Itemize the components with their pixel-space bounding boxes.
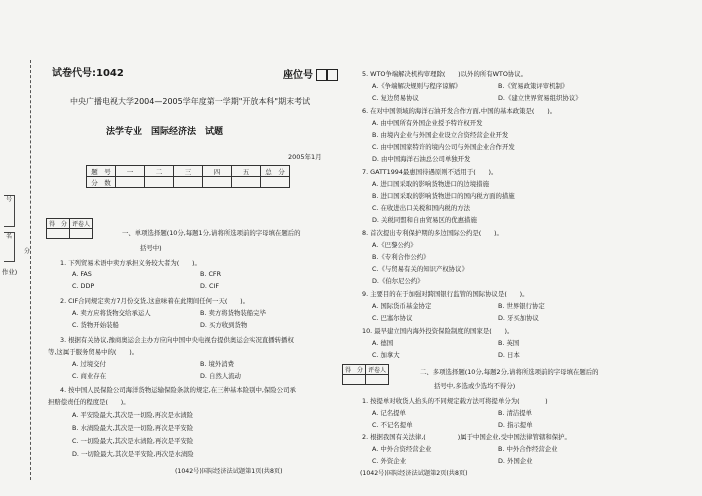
q2-option-a: A. 卖方应将货物交给承运人 <box>72 309 151 317</box>
footer-page-1: (1042号)国际经济法试题第1页(共8页) <box>175 468 283 475</box>
q9-option-b: B. 世界银行协定 <box>498 302 545 310</box>
side-label-homework: 作业) <box>2 268 18 276</box>
side-label-text: 名 <box>5 233 12 240</box>
university-title: 中央广播电视大学2004—2005学年度第一学期"开放本科"期末考试 <box>70 97 311 106</box>
score-cell[interactable] <box>174 177 203 188</box>
footer-page-2: (1042号)国际经济法试题第2页(共8页) <box>360 470 468 477</box>
grader-name-cell[interactable] <box>70 229 93 239</box>
score-header-row <box>87 166 290 177</box>
q10-option-b: B. 英国 <box>498 339 520 347</box>
question-5: 5. WTO争端解决机构审理除( )以外的所有WTO协议。 <box>362 70 528 78</box>
q1-option-a: A. FAS <box>72 270 92 278</box>
score-cell: 三 <box>174 166 203 177</box>
q5-option-d: D.《建立世界贸易组织协议》 <box>498 94 582 102</box>
score-table <box>86 165 290 188</box>
score-value-row <box>87 177 290 188</box>
mc-q1-option-b: B. 清洁提单 <box>498 409 533 417</box>
q8-option-b: B.《专利合作公约》 <box>372 253 430 261</box>
q6-option-b: B. 由境内企业与外国企业设立合资经营企业开发 <box>372 131 509 139</box>
side-label-name <box>4 232 15 262</box>
q6-option-c: C. 由中国国家特许的境内公司与外国企业合作开发 <box>372 143 515 151</box>
question-8: 8. 首次提出专利保护期的多边国际公约是( )。 <box>362 229 503 237</box>
grader-score-label: 得 分 <box>47 219 70 229</box>
mc-q2-option-b: B. 中外合作经营企业 <box>498 445 558 453</box>
q7-option-c: C. 在收进出口关税和国内税的方法 <box>372 204 470 212</box>
side-label-number <box>4 195 15 227</box>
q4-option-b: B. 水渍险最大,其次是一切险,再次是平安险 <box>72 424 194 432</box>
q9-option-a: A. 国际货币基金协定 <box>372 302 432 310</box>
score-cell: 题 号 <box>87 166 116 177</box>
q9-option-c: C. 巴塞尔协议 <box>372 314 413 322</box>
seat-box[interactable] <box>316 69 327 81</box>
question-7: 7. GATT1994最惠国待遇原则不适用于( )。 <box>362 168 498 176</box>
mc-q1-option-a: A. 记名提单 <box>372 409 406 417</box>
score-cell: 分 数 <box>87 177 116 188</box>
score-cell[interactable] <box>116 177 145 188</box>
section1-title-2: 括号中) <box>140 244 162 252</box>
grader-name-label: 评卷人 <box>70 219 93 229</box>
q4-option-c: C. 一切险最大,其次是水渍险,再次是平安险 <box>72 437 194 445</box>
q7-option-d: D. 关税同盟和自由贸易区的优惠措施 <box>372 216 477 224</box>
mc-question-1: 1. 按提单对收货人抬头的不同规定载方法可将提单分为( ) <box>362 397 548 405</box>
exam-date: 2005年1月 <box>288 153 322 161</box>
grader-table-2 <box>342 364 389 385</box>
question-3: 3. 根据有关协议,豫商奥运会主办方应向中国中央电视台提供奥运会实况直播转播权 <box>60 336 294 344</box>
score-cell: 四 <box>203 166 232 177</box>
q7-option-b: B. 进口国采取的影响货物进口的国内税方面的措施 <box>372 192 515 200</box>
exam-code: 试卷代号:1042 <box>52 68 124 79</box>
q1-option-c: C. DDP <box>72 282 95 290</box>
mc-q2-option-d: D. 外国企业 <box>498 457 533 465</box>
q10-option-c: C. 加拿大 <box>372 351 400 359</box>
question-2: 2. CIF合同规定卖方7月份交货,这意味着在此期间任何一天( )。 <box>60 297 249 305</box>
mc-question-2: 2. 根据我国有关法律,( )属于中国企业,受中国法律管辖和保护。 <box>362 433 571 441</box>
question-6: 6. 在对中国领域的海洋石油开发合作方面,中国的基本政策是( )。 <box>362 107 557 115</box>
q4-option-d: D. 一切险最大,其次是平安险,再次是水渍险 <box>72 450 194 458</box>
grader-score-label: 得 分 <box>343 365 366 375</box>
q2-option-b: B. 卖方将货物装船完毕 <box>200 309 266 317</box>
q8-option-d: D.《伯尔尼公约》 <box>372 277 424 285</box>
side-label-score <box>22 248 32 260</box>
side-label-text: 分 <box>23 248 30 255</box>
score-cell[interactable] <box>232 177 261 188</box>
question-9: 9. 主要目的在于加强对跨国银行监管的国际协议是( )。 <box>362 290 529 298</box>
q6-option-a: A. 由中国所有外国企业授予特许权开发 <box>372 119 483 127</box>
grader-table <box>46 218 93 239</box>
q10-option-a: A. 德国 <box>372 339 394 347</box>
q6-option-d: D. 由中国海洋石油总公司单独开发 <box>372 155 471 163</box>
subject-title: 法学专业 国际经济法 试题 <box>106 127 224 137</box>
q1-option-d: D. CIF <box>200 282 220 290</box>
seat-box[interactable] <box>327 69 338 81</box>
question-1: 1. 下列贸易术语中卖方承担义务较大者为( )。 <box>60 259 201 267</box>
q8-option-a: A.《巴黎公约》 <box>372 241 417 249</box>
section1-title: 一、单项选择题(10分,每题1分,请将所选项前的字母填在题后的 <box>122 229 301 237</box>
q3-option-c: C. 商业存在 <box>72 372 107 380</box>
q8-option-c: C.《与贸易有关的知识产权协议》 <box>372 265 468 273</box>
score-cell: 总 分 <box>261 166 290 177</box>
q5-option-b: B.《贸易政策评审机制》 <box>498 82 569 90</box>
mc-q1-option-d: D. 指示提单 <box>498 421 533 429</box>
score-cell[interactable] <box>145 177 174 188</box>
question-4-cont: 担赔偿责任的程度是( )。 <box>48 398 130 406</box>
score-cell: 一 <box>116 166 145 177</box>
question-3-cont: 等,这属于服务贸易中的( )。 <box>48 348 139 356</box>
q4-option-a: A. 平安险最大,其次是一切险,再次是水渍险 <box>72 411 194 419</box>
q5-option-a: A.《争端解决规则与程序谅解》 <box>372 82 462 90</box>
question-10: 10. 最早建立国内海外投资保险制度的国家是( )。 <box>362 327 514 335</box>
grader-name-cell[interactable] <box>366 375 389 385</box>
seat-number-label <box>283 66 338 81</box>
q3-option-a: A. 过境交付 <box>72 360 106 368</box>
score-cell[interactable] <box>203 177 232 188</box>
grader-name-label: 评卷人 <box>366 365 389 375</box>
q9-option-d: D. 牙买加协议 <box>498 314 539 322</box>
score-cell: 二 <box>145 166 174 177</box>
q2-option-d: D. 买方收到货物 <box>200 321 248 329</box>
q3-option-d: D. 自然人流动 <box>200 372 241 380</box>
mc-q1-option-c: C. 不记名提单 <box>372 421 413 429</box>
q5-option-c: C. 复边贸易协议 <box>372 94 419 102</box>
q1-option-b: B. CFR <box>200 270 222 278</box>
q3-option-b: B. 境外消费 <box>200 360 235 368</box>
binding-line <box>30 60 31 480</box>
score-cell[interactable] <box>261 177 290 188</box>
question-4: 4. 按中国人民保险公司海洋货物运输保险条款的规定,在三种基本险别中,保险公司承 <box>60 386 296 394</box>
mc-q2-option-c: C. 外资企业 <box>372 457 407 465</box>
side-label-text: 号 <box>5 196 12 203</box>
score-cell: 五 <box>232 166 261 177</box>
q2-option-c: C. 货物开始装船 <box>72 321 119 329</box>
mc-q2-option-a: A. 中外合资经营企业 <box>372 445 432 453</box>
section2-title-2: 括号中,多选或少选均不得分) <box>434 382 516 390</box>
seat-label-text: 座位号 <box>283 70 313 81</box>
q10-option-d: D. 日本 <box>498 351 520 359</box>
q7-option-a: A. 进口国采取的影响货物进口的边境措施 <box>372 180 489 188</box>
grader-score-cell[interactable] <box>47 229 70 239</box>
section2-title: 二、多项选择题(10分,每题2分,请将所选项前的字母填在题后的 <box>420 368 599 376</box>
grader-score-cell[interactable] <box>343 375 366 385</box>
